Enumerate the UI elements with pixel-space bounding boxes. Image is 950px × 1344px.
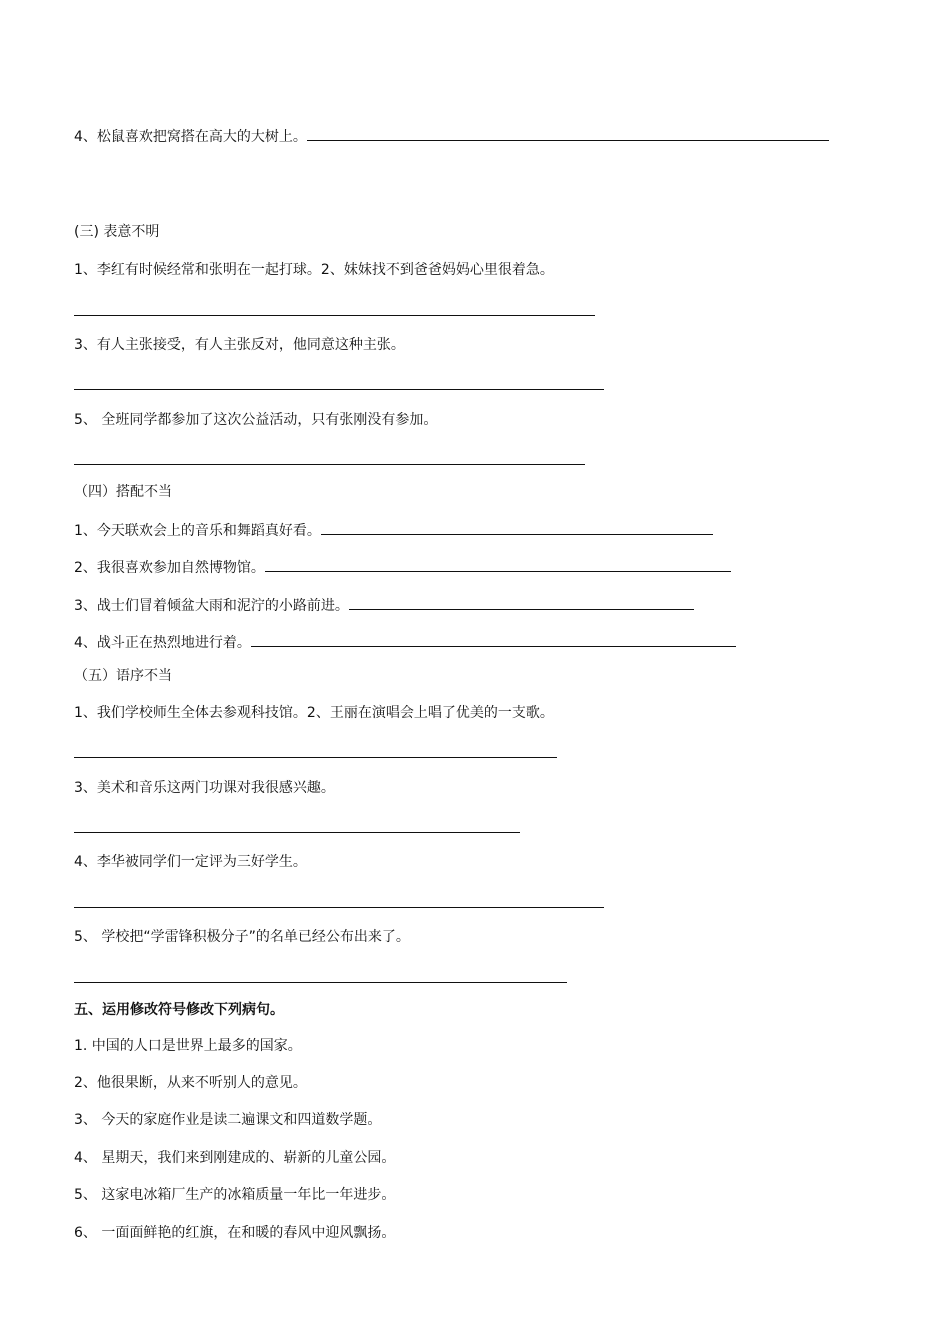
exercise-item	[74, 632, 736, 652]
exercise-item: 3、 今天的家庭作业是读二遍课文和四道数学题。	[74, 1112, 382, 1128]
exercise-item	[74, 595, 694, 615]
exercise-text: 2、我很喜欢参加自然博物馆。	[74, 560, 265, 576]
answer-blank[interactable]	[349, 595, 694, 610]
answer-blank[interactable]	[74, 907, 604, 908]
exercise-item	[74, 520, 713, 540]
exercise-item: 4、 星期天，我们来到刚建成的、崭新的儿童公园。	[74, 1150, 396, 1166]
answer-blank[interactable]	[74, 315, 595, 316]
answer-blank[interactable]	[251, 632, 736, 647]
exercise-item: 5、 全班同学都参加了这次公益活动，只有张刚没有参加。	[74, 412, 438, 428]
section-heading: (三) 表意不明	[74, 224, 160, 240]
exercise-item: 5、 学校把“学雷锋积极分子”的名单已经公布出来了。	[74, 929, 410, 945]
exercise-item	[74, 557, 731, 577]
answer-blank[interactable]	[74, 982, 567, 983]
exercise-item: 4、李华被同学们一定评为三好学生。	[74, 854, 307, 870]
part-heading: 五、运用修改符号修改下列病句。	[74, 1002, 284, 1018]
exercise-text: 4、战斗正在热烈地进行着。	[74, 635, 251, 651]
exercise-item: 2、他很果断，从来不听别人的意见。	[74, 1075, 307, 1091]
answer-blank[interactable]	[74, 389, 604, 390]
exercise-text: 4、松鼠喜欢把窝搭在高大的大树上。	[74, 129, 307, 145]
section-heading: （五）语序不当	[74, 668, 172, 684]
exercise-item: 3、有人主张接受，有人主张反对，他同意这种主张。	[74, 337, 405, 353]
exercise-text: 1、今天联欢会上的音乐和舞蹈真好看。	[74, 523, 321, 539]
answer-blank[interactable]	[265, 557, 731, 572]
answer-blank[interactable]	[74, 832, 520, 833]
answer-blank[interactable]	[321, 520, 713, 535]
exercise-item: 6、 一面面鲜艳的红旗，在和暖的春风中迎风飘扬。	[74, 1225, 396, 1241]
exercise-item	[74, 126, 829, 146]
exercise-item: 1. 中国的人口是世界上最多的国家。	[74, 1038, 302, 1054]
exercise-item: 1、我们学校师生全体去参观科技馆。2、王丽在演唱会上唱了优美的一支歌。	[74, 705, 554, 721]
exercise-item: 5、 这家电冰箱厂生产的冰箱质量一年比一年进步。	[74, 1187, 396, 1203]
exercise-item: 1、李红有时候经常和张明在一起打球。2、妹妹找不到爸爸妈妈心里很着急。	[74, 262, 554, 278]
answer-blank[interactable]	[74, 464, 585, 465]
answer-blank[interactable]	[307, 126, 829, 141]
section-heading: （四）搭配不当	[74, 484, 172, 500]
exercise-text: 3、战士们冒着倾盆大雨和泥泞的小路前进。	[74, 598, 349, 614]
exercise-item: 3、美术和音乐这两门功课对我很感兴趣。	[74, 780, 335, 796]
answer-blank[interactable]	[74, 757, 557, 758]
